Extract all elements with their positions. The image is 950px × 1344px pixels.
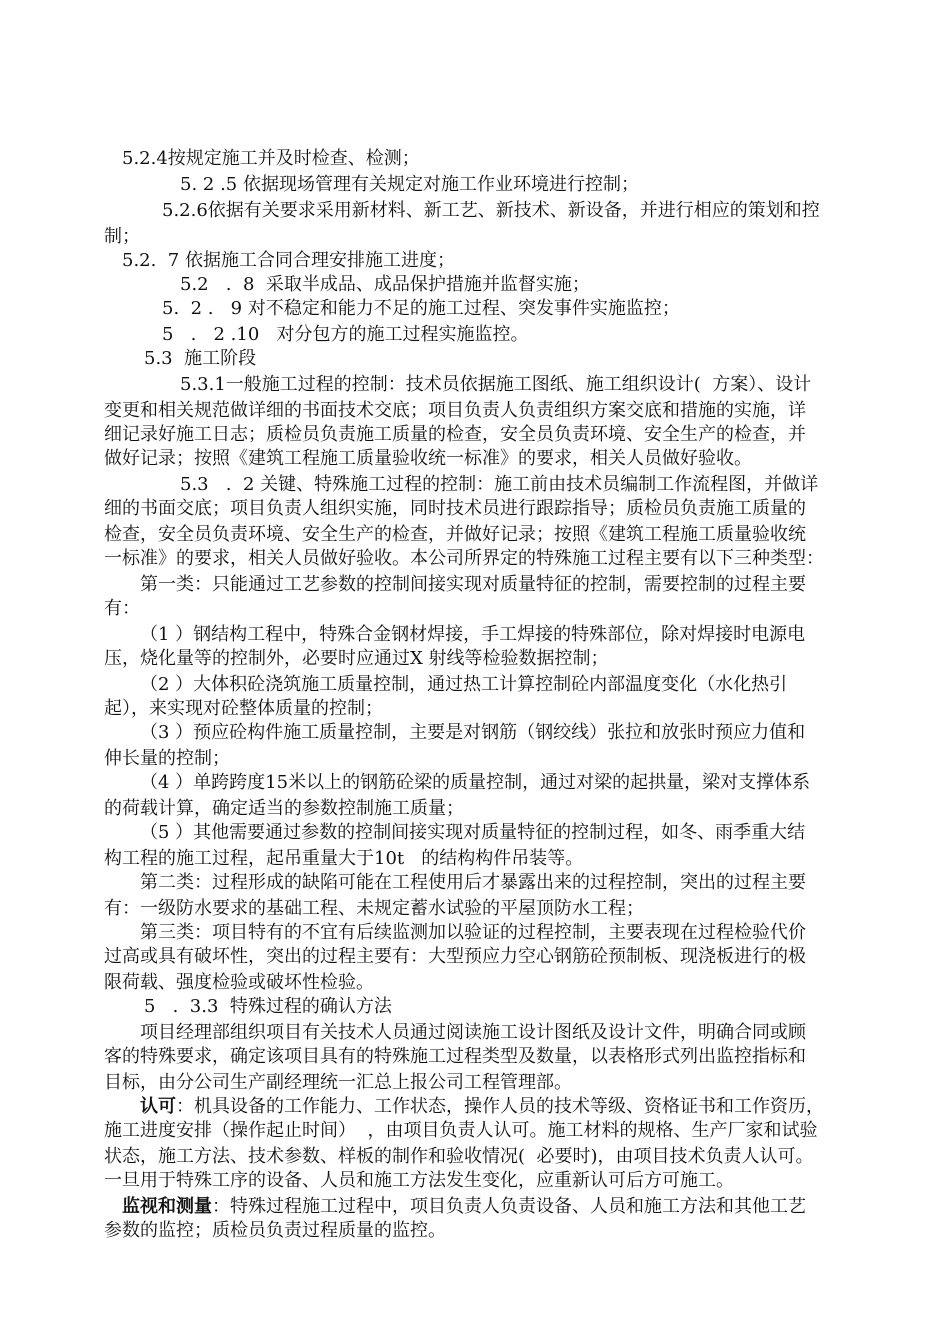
- text-line: 构工程的施工过程，起吊重量大于10t 的结构构件吊装等。: [104, 848, 584, 869]
- text-line: 伸长量的控制；: [104, 748, 230, 769]
- text-line: 有：一级防水要求的基础工程、未规定蓄水试验的平屋顶防水工程；: [104, 898, 644, 919]
- text-line: 一标准》的要求，相关人员做好验收。本公司所界定的特殊施工过程主要有以下三种类型：: [104, 548, 824, 569]
- text-fragment: ：特殊过程施工过程中，项目负责人负责设备、人员和施工方法和其他工艺: [212, 1196, 806, 1217]
- text-fragment: ：机具设备的工作能力、工作状态，操作人员的技术等级、资格证书和工作资历，: [176, 1096, 824, 1117]
- text-line: 目标，由分公司生产副经理统一汇总上报公司工程管理部。: [104, 1072, 572, 1093]
- text-line: 5. 2 .5 依据现场管理有关规定对施工作业环境进行控制；: [180, 174, 639, 195]
- text-line: 起），来实现对砼整体质量的控制；: [104, 698, 383, 719]
- text-line: 施工进度安排（操作起止时间） ，由项目负责人认可。施工材料的规格、生产厂家和试验: [104, 1120, 818, 1141]
- text-line: [140, 1094, 824, 1119]
- text-line: 的荷载计算，确定适当的参数控制施工质量；: [104, 798, 464, 819]
- approval-term: 认可: [140, 1096, 176, 1117]
- text-line: 第二类：过程形成的缺陷可能在工程使用后才暴露出来的过程控制，突出的过程主要: [140, 872, 806, 893]
- text-line: （1 ）钢结构工程中，特殊合金钢材焊接，手工焊接的特殊部位，除对焊接时电源电: [140, 624, 806, 645]
- section-heading: 5 . 3.3 特殊过程的确认方法: [144, 996, 392, 1017]
- text-line: 限荷载、强度检验或破坏性检验。: [104, 972, 374, 993]
- text-line: 5.2.4按规定施工并及时检查、检测；: [122, 148, 420, 169]
- text-line: 状态，施工方法、技术参数、样板的制作和验收情况( 必要时)，由项目技术负责人认可。: [104, 1146, 814, 1167]
- text-line: 5 . 2 .10 对分包方的施工过程实施监控。: [162, 324, 529, 345]
- monitoring-term: 监视和测量: [122, 1196, 212, 1217]
- text-line: [122, 1194, 806, 1219]
- text-line: 细的书面交底；项目负责人组织实施，同时技术员进行跟踪指导；质检员负责施工质量的: [104, 498, 806, 519]
- text-line: 制；: [104, 226, 140, 247]
- text-line: 5. 2 . 9 对不稳定和能力不足的施工过程、突发事件实施监控；: [162, 298, 680, 319]
- text-line: 过高或具有破坏性，突出的过程主要有：大型预应力空心钢筋砼预制板、现浇板进行的极: [104, 946, 806, 967]
- text-line: 细记录好施工日志；质检员负责施工质量的检查，安全员负责环境、安全生产的检查，并: [104, 424, 806, 445]
- text-line: 第一类：只能通过工艺参数的控制间接实现对质量特征的控制，需要控制的过程主要: [140, 574, 806, 595]
- text-line: 第三类：项目特有的不宜有后续监测加以验证的过程控制，主要表现在过程检验代价: [140, 922, 806, 943]
- text-line: 5.2. 7 依据施工合同合理安排施工进度；: [122, 250, 455, 271]
- text-line: 5.3.1一般施工过程的控制：技术员依据施工图纸、施工组织设计( 方案）、设计: [180, 374, 812, 395]
- text-line: 项目经理部组织项目有关技术人员通过阅读施工设计图纸及设计文件，明确合同或顾: [140, 1022, 806, 1043]
- text-line: 检查，安全员负责环境、安全生产的检查，并做好记录；按照《建筑工程施工质量验收统: [104, 524, 806, 545]
- text-line: 5.3 . 2 关键、特殊施工过程的控制：施工前由技术员编制工作流程图，并做详: [180, 474, 819, 495]
- text-line: （2 ）大体积砼浇筑施工质量控制，通过热工计算控制砼内部温度变化（水化热引: [140, 674, 788, 695]
- text-line: （4 ）单跨跨度15米以上的钢筋砼梁的质量控制，通过对梁的起拱量，梁对支撑体系: [140, 772, 811, 793]
- section-heading: 5.3 施工阶段: [144, 348, 257, 369]
- text-line: 客的特殊要求，确定该项目具有的特殊施工过程类型及数量，以表格形式列出监控指标和: [104, 1046, 806, 1067]
- text-line: （3 ）预应砼构件施工质量控制，主要是对钢筋（钢绞线）张拉和放张时预应力值和: [140, 722, 806, 743]
- text-line: 5.2 . 8 采取半成品、成品保护措施并监督实施；: [180, 274, 590, 295]
- text-line: 参数的监控；质检员负责过程质量的监控。: [104, 1220, 446, 1241]
- text-line: 有：: [104, 598, 140, 619]
- text-line: 压，烧化量等的控制外，必要时应通过X 射线等检验数据控制；: [104, 648, 609, 669]
- text-line: 一旦用于特殊工序的设备、人员和施工方法发生变化，应重新认可后方可施工。: [104, 1170, 734, 1191]
- text-line: 做好记录；按照《建筑工程施工质量验收统一标准》的要求，相关人员做好验收。: [104, 448, 752, 469]
- text-line: 5.2.6依据有关要求采用新材料、新工艺、新技术、新设备，并进行相应的策划和控: [162, 200, 820, 221]
- text-line: （5 ）其他需要通过参数的控制间接实现对质量特征的控制过程，如冬、雨季重大结: [140, 822, 806, 843]
- text-line: 变更和相关规范做详细的书面技术交底；项目负责人负责组织方案交底和措施的实施，详: [104, 400, 806, 421]
